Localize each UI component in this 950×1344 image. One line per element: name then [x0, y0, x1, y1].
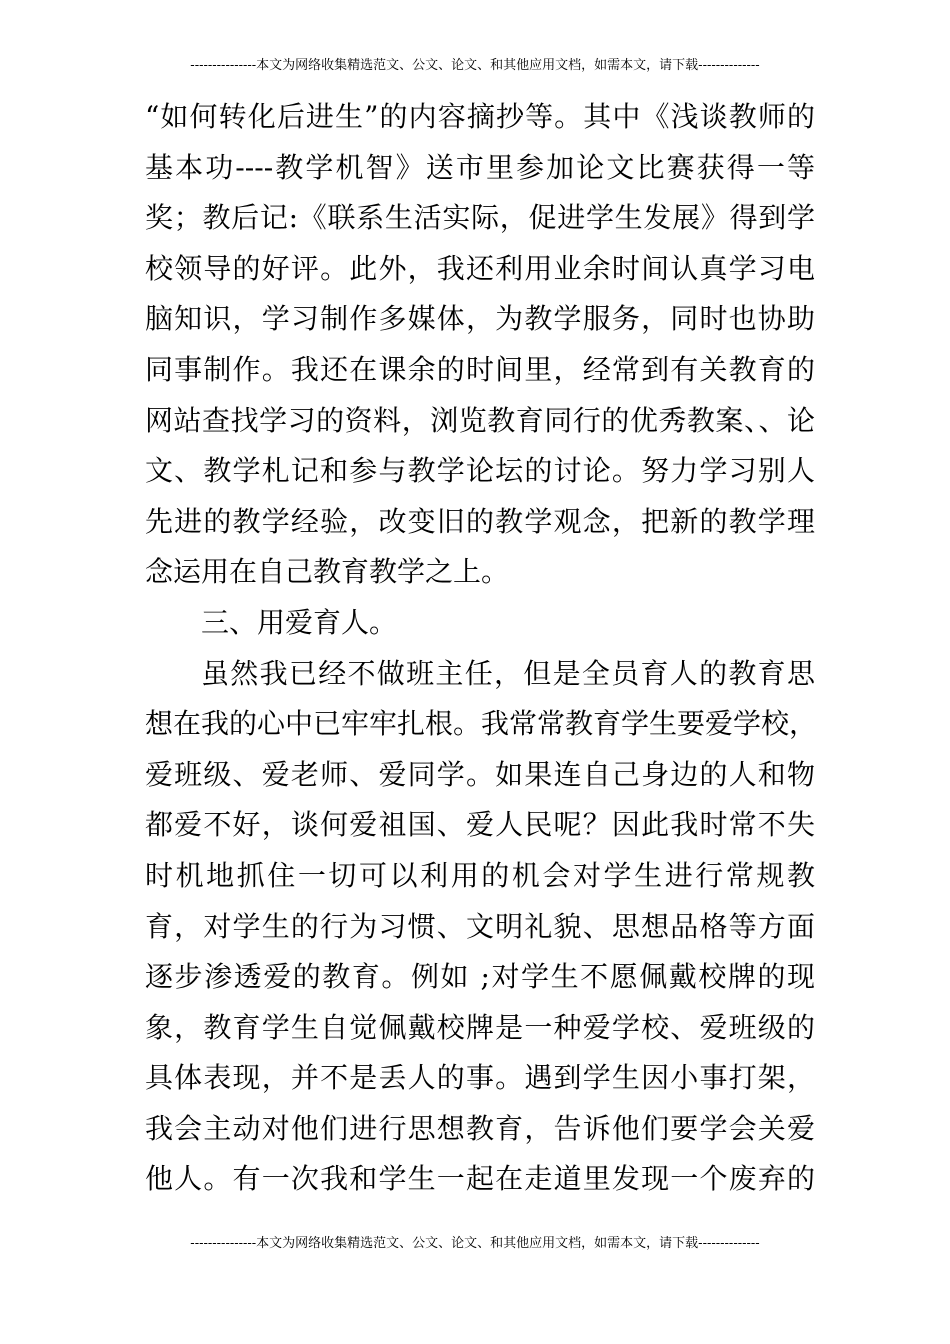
text-line: 网站查找学习的资料，浏览教育同行的优秀教案、、论	[145, 403, 815, 437]
text-line: 逐步渗透爱的教育。例如 ;对学生不愿佩戴校牌的现	[145, 960, 815, 994]
document-body	[145, 92, 818, 1205]
text-line: 时机地抓住一切可以利用的机会对学生进行常规教	[145, 858, 815, 892]
text-line: 虽然我已经不做班主任，但是全员育人的教育思	[201, 656, 815, 690]
text-line: 我会主动对他们进行思想教育，告诉他们要学会关爱	[145, 1111, 815, 1145]
text-line: 象，教育学生自觉佩戴校牌是一种爱学校、爱班级的	[145, 1010, 815, 1044]
text-line: 念运用在自己教育教学之上。	[145, 555, 510, 589]
page-footer: ---------------本文为网络收集精选范文、公文、论文、和其他应用文档，如需本文，请下载--------------	[190, 1236, 760, 1251]
text-line: 奖；教后记:《联系生活实际，促进学生发展》得到学	[145, 201, 815, 235]
text-line: 校领导的好评。此外，我还利用业余时间认真学习电	[145, 251, 815, 285]
text-line: 文、教学札记和参与教学论坛的讨论。努力学习别人	[145, 454, 815, 488]
page-header: ---------------本文为网络收集精选范文、公文、论文、和其他应用文档，如需本文，请下载--------------	[190, 58, 760, 73]
text-line: 具体表现，并不是丢人的事。遇到学生因小事打架，	[145, 1061, 815, 1095]
section-heading: 三、用爱育人。	[201, 605, 398, 639]
text-line: 他人。有一次我和学生一起在走道里发现一个废弃的	[145, 1162, 815, 1196]
text-line: 同事制作。我还在课余的时间里，经常到有关教育的	[145, 352, 815, 386]
text-line: 爱班级、爱老师、爱同学。如果连自己身边的人和物	[145, 757, 815, 791]
text-line: 育，对学生的行为习惯、文明礼貌、思想品格等方面	[145, 909, 815, 943]
text-line: “如何转化后进生”的内容摘抄等。其中《浅谈教师的	[145, 100, 815, 133]
text-line: 先进的教学经验，改变旧的教学观念，把新的教学理	[145, 504, 815, 538]
text-line: 都爱不好，谈何爱祖国、爱人民呢？因此我时常不失	[145, 808, 815, 842]
text-line: 脑知识，学习制作多媒体，为教学服务，同时也协助	[145, 302, 815, 336]
text-line: 基本功----教学机智》送市里参加论文比赛获得一等	[145, 150, 815, 184]
text-line: 想在我的心中已牢牢扎根。我常常教育学生要爱学校，	[145, 707, 818, 741]
